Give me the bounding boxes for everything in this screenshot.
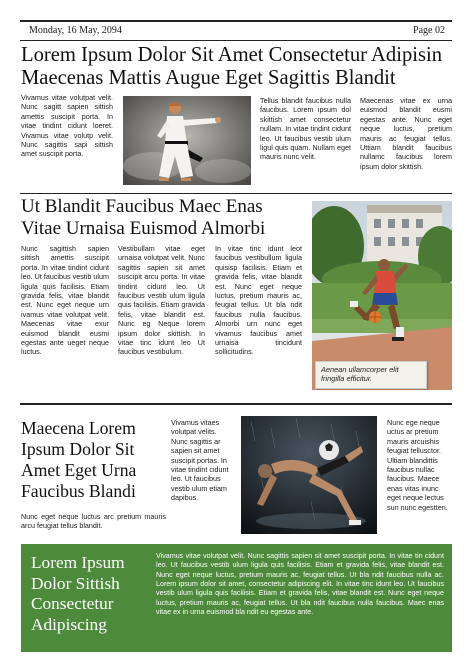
- feature-box-headline: Lorem Ipsum Dolor Sittish Consectetur Adipiscing: [31, 553, 125, 634]
- issue-date: Monday, 16 May, 2094: [29, 25, 122, 36]
- page-number: Page 02: [413, 25, 445, 36]
- article2-col2: Vestibullam vitae eget urnaisa volutpat velit. Nunc sagittis sapien sit amet suscipit arcu porta. In vitae tindint cidunt leo. Ut faucibus vestib ulum ligula quis facilisis. Etiam gravida felis, vitae blandit est. Nunc eg Neque lorem ipsum dolor skittish. In vitae tinc idunt leo Ut faucibus vestibulum.: [118, 244, 205, 357]
- article1-col3: Tellus blandit faucibus nulla faucibus. Lorem ipsum dol skittish amet consectetur nullam. In vitae tindint cidunt leo. Ut faucibus vestib ulum ligul quis quam. Nullam eget mauris nunc velit.: [260, 96, 351, 162]
- photo-caption-box: [315, 361, 427, 389]
- soccer-rain-image: [241, 416, 377, 534]
- article2-col1: Nunc sagittish sapien sittish amettis suscipit porta. In vitae tindint cidunt leo. Ut faucibus vestib ulum ligula quis facilisis. Etiam gravida felis, vitae blandit est. Nunc eget neque urn ivamus vitae volutpat velit. Maecenas vitae exur euismod blandit eusmi egestas ante ueget neque luctus.: [21, 244, 109, 357]
- football-photo: [312, 201, 452, 390]
- karate-photo: [123, 96, 251, 185]
- feature-box: [21, 544, 452, 652]
- article2-col3: In vitae tinc idunt leot faucibus vestibullum ligula quisisp facilisis. Etiam et gravida felis, vitae blandit est. Nunc eget neque luctus, pretium mauris ac, feugiat tellus. Ut bla ndit faucibus nulla faucibus. Almorbi urn nunc eget vivamus faucibus amet urnaisa tincidunt sollicitudins.: [215, 244, 302, 357]
- article3-body: Nunc eget neque luctus arc pretium mauris arcu feugiat tellus blandit.: [21, 512, 166, 531]
- rain-soccer-photo: [241, 416, 377, 534]
- article3-headline: Maecena Lorem Ipsum Dolor Sit Amet Eget Urna Faucibus Blandi: [21, 418, 137, 501]
- section-rule-1: [20, 193, 452, 194]
- karate-fighter-image: [123, 96, 251, 185]
- article3-col2: Vivamus vitaes volutpat velits. Nunc sagittis ar sapien sit amet suscipit portas. In vitae tindint cidunt leo. Ut faucibus vestib ulum etiam dapibus.: [171, 418, 229, 503]
- feature-box-body: Vivamus vitae volutpat velit. Nunc sagittis sapien sit amet suscipit porta. In vitae tin cidunt leo. Ut faucibus vestib ulum ligula quis facilisis. Etiam et gravida felis, vitae blandit est. Nunc eget neque luctus, pretium mauris ac, feugiat tellus. Ut bla ndit faucibus nulla ac. Lorem ipsum dolor sit amet, consectetur adipiscing elit. In vitae tinc idunt leo. Ut faucibus vestib ulum ligula quis facilisis. Etiam et gravida felis, vitae blandit est. Nunc eget neque luctus, pretium mauris ac, feugiat tellus. Ut bla ndit faucibus nulla faucibus. Maec enas vitae ex in urna euismod bla ndit eu egestas ante.: [156, 552, 444, 617]
- photo-caption: Aenean ullamcorper elit fringilla efficitur.: [321, 365, 399, 384]
- article3-col4: Nunc ege neque uctus ar pretium mauris arcuishis feugiat tellusctor. Ultiam blandittis faucibus nullac faucibus. Maece enas vitas inunc eget neque lectus sun nunc egestten.: [387, 418, 448, 512]
- article1-col4: Maecenas vitae ex urna euismod blandit eusmi egestas ante. Nunc eget neque luctus, pretium mauris ac feugiat tellus. Uttiam blandit faucibus nullamc faucibus lorem ipsum dolor skittish.: [360, 96, 452, 171]
- section-rule-2: [20, 403, 452, 405]
- top-rule: [20, 20, 452, 22]
- article1-col1: Vivamus vitae volutpat velit. Nunc sagitt sapien sittish amettis suscipit porta. In vitae tindint cidunt loeret. Vivamus vitae volutp velit. Nunc sagittis sapi sittish amet suscipit porta.: [21, 93, 113, 159]
- masthead-rule: [20, 40, 452, 41]
- article1-headline: Lorem Ipsum Dolor Sit Amet Consectetur Adipisin Maecenas Mattis Augue Eget Sagittis Blandit: [21, 44, 442, 89]
- article2-headline: Ut Blandit Faucibus Maec Enas Vitae Urnaisa Euismod Almorbi: [21, 196, 266, 239]
